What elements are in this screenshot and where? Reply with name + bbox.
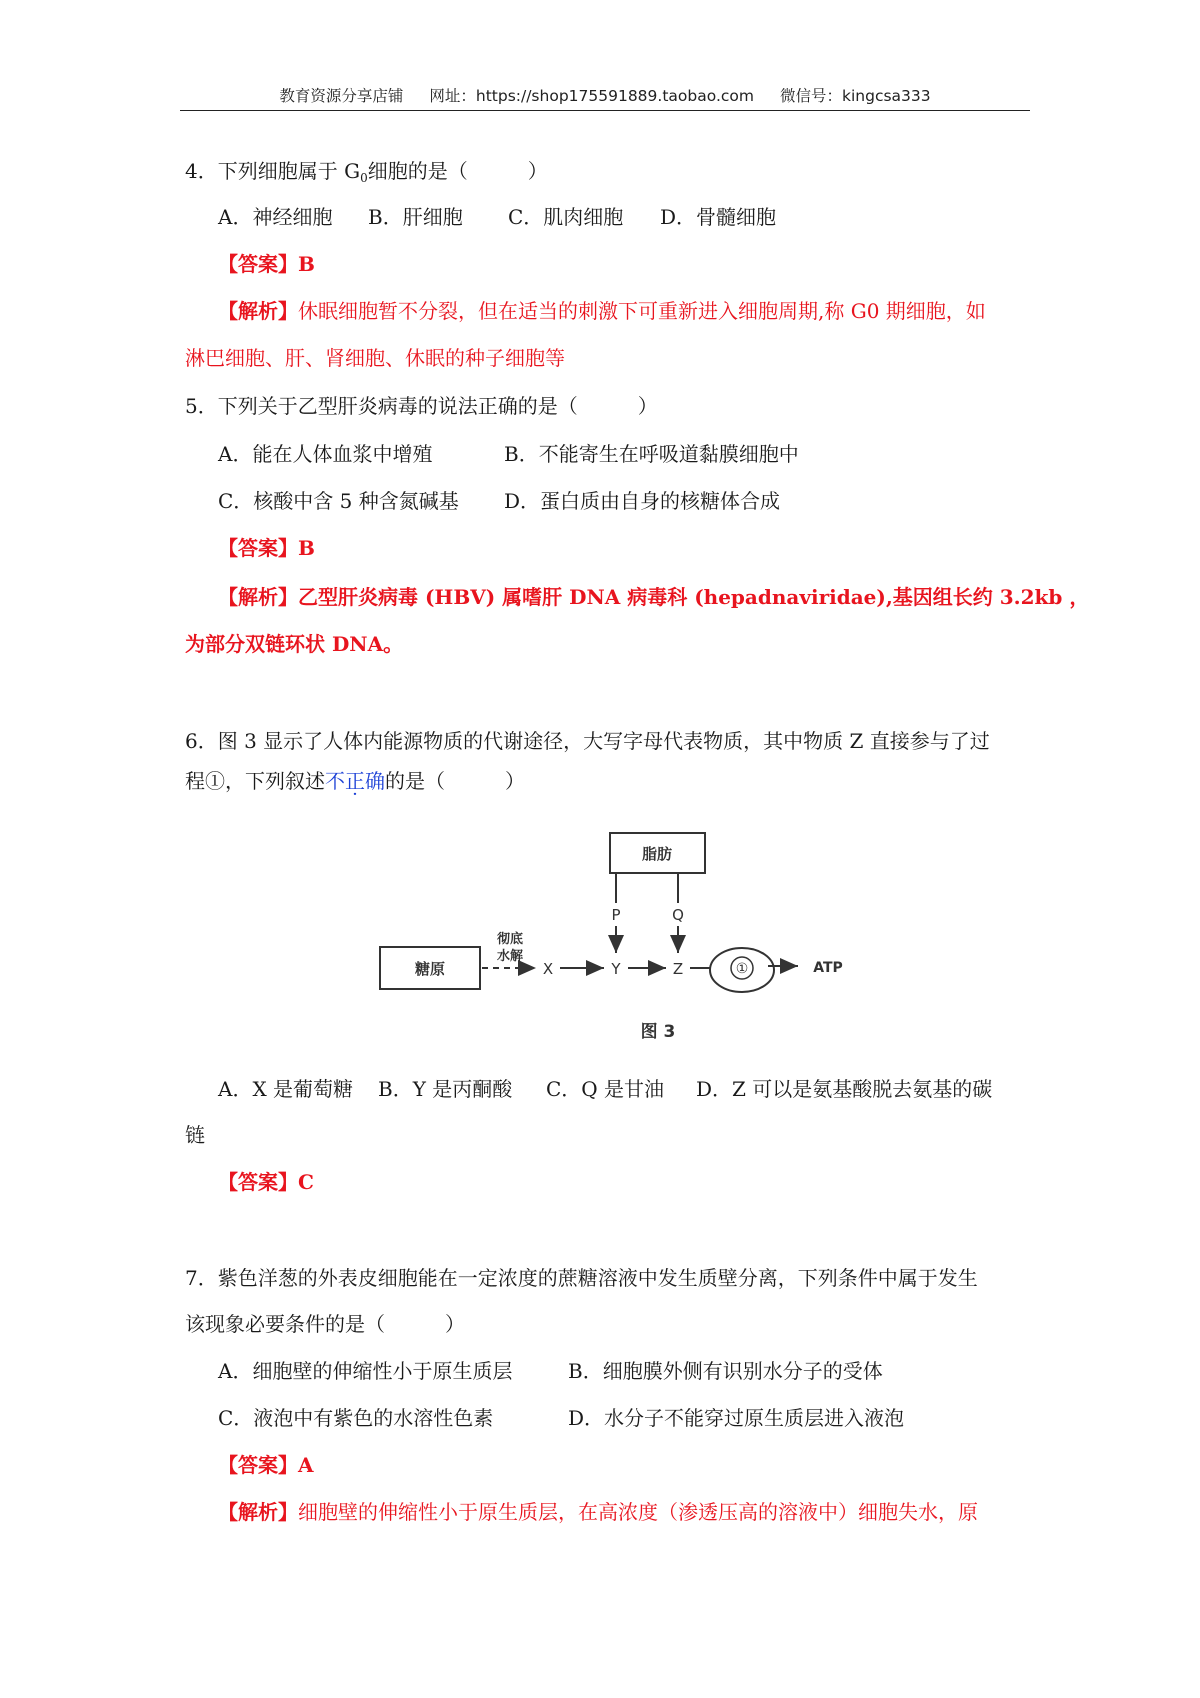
q7-stem-cont: 该现象必要条件的是（ ） bbox=[185, 1312, 465, 1336]
q4-option-a: A．神经细胞 bbox=[218, 205, 333, 229]
metabolism-diagram bbox=[370, 825, 850, 1050]
wechat-id: kingcsa333 bbox=[842, 87, 931, 105]
q4-stem: 4．下列细胞属于 $G_0$细胞的是（ ） bbox=[185, 159, 548, 185]
q7-option-a: A．细胞壁的伸缩性小于原生质层 bbox=[218, 1359, 513, 1383]
node-y: Y bbox=[611, 960, 621, 978]
q7-options-row2 bbox=[218, 1404, 904, 1432]
node-q: Q bbox=[672, 906, 684, 924]
glycogen-label: 糖原 bbox=[414, 960, 446, 978]
q4-option-d: D．骨髓细胞 bbox=[660, 205, 777, 229]
q4-options bbox=[218, 203, 776, 231]
q4-analysis: 【解析】休眠细胞暂不分裂，但在适当的刺激下可重新进入细胞周期,称 G0 期细胞，如 bbox=[218, 299, 986, 323]
q7-answer: 【答案】A bbox=[218, 1453, 314, 1477]
node-x: X bbox=[542, 960, 554, 978]
fat-label: 脂肪 bbox=[641, 845, 673, 863]
url-label: 网址： bbox=[429, 87, 476, 105]
q4-analysis-cont: 淋巴细胞、肝、肾细胞、休眠的种子细胞等 bbox=[185, 346, 565, 370]
q4-answer: 【答案】B bbox=[218, 252, 315, 276]
atp-label: ATP bbox=[813, 960, 843, 976]
q6-option-c: C．Q 是甘油 bbox=[546, 1077, 665, 1101]
hydrolysis-label-2: 水解 bbox=[496, 949, 524, 964]
q5-option-b: B．不能寄生在呼吸道黏膜细胞中 bbox=[504, 442, 799, 466]
q5-stem: 5．下列关于乙型肝炎病毒的说法正确的是（ ） bbox=[185, 394, 658, 418]
q7-stem: 7．紫色洋葱的外表皮细胞能在一定浓度的蔗糖溶液中发生质壁分离，下列条件中属于发生 bbox=[185, 1266, 978, 1290]
q5-option-a: A．能在人体血浆中增殖 bbox=[218, 442, 433, 466]
wechat-label: 微信号： bbox=[779, 87, 842, 105]
q7-analysis: 【解析】细胞壁的伸缩性小于原生质层，在高浓度（渗透压高的溶液中）细胞失水，原 bbox=[218, 1500, 978, 1524]
q4-option-c: C．肌肉细胞 bbox=[508, 205, 624, 229]
q5-option-d: D．蛋白质由自身的核糖体合成 bbox=[504, 489, 781, 513]
q5-analysis: 【解析】乙型肝炎病毒 (HBV) 属嗜肝 DNA 病毒科 (hepadnaviridae),基因组长约 3.2kb ， bbox=[218, 585, 1090, 609]
shop-name: 教育资源分享店铺 bbox=[279, 87, 404, 105]
q5-options-row2 bbox=[218, 487, 780, 515]
emphasis-not-correct: 不正确 bbox=[325, 769, 385, 793]
q4-option-b: B．肝细胞 bbox=[368, 205, 463, 229]
q7-option-d: D．水分子不能穿过原生质层进入液泡 bbox=[568, 1406, 905, 1430]
q7-options-row1 bbox=[218, 1357, 883, 1385]
cycle-label: ① bbox=[735, 961, 749, 977]
q6-option-d: D．Z 可以是氨基酸脱去氨基的碳 bbox=[696, 1077, 993, 1101]
q6-stem-cont: 程①，下列叙述不正确的是（ ） bbox=[185, 769, 525, 793]
q5-analysis-cont: 为部分双链环状 DNA。 bbox=[185, 632, 404, 656]
q6-options bbox=[218, 1075, 992, 1103]
q7-option-c: C．液泡中有紫色的水溶性色素 bbox=[218, 1406, 494, 1430]
node-p: P bbox=[611, 906, 621, 924]
q6-stem: 6．图 3 显示了人体内能源物质的代谢途径，大写字母代表物质，其中物质 Z 直接参与了过 bbox=[185, 729, 990, 753]
q6-option-b: B．Y 是丙酮酸 bbox=[378, 1077, 513, 1101]
page-header bbox=[180, 84, 1030, 106]
q7-option-b: B．细胞膜外侧有识别水分子的受体 bbox=[568, 1359, 883, 1383]
q6-option-d-wrap: 链 bbox=[185, 1123, 205, 1147]
q5-option-c: C．核酸中含 5 种含氮碱基 bbox=[218, 489, 459, 513]
header-rule bbox=[180, 110, 1030, 111]
q6-answer: 【答案】C bbox=[218, 1170, 314, 1194]
q5-answer: 【答案】B bbox=[218, 536, 315, 560]
node-z: Z bbox=[672, 960, 684, 978]
figure-caption: 图 3 bbox=[640, 1022, 676, 1042]
q6-option-a: A．X 是葡萄糖 bbox=[218, 1077, 354, 1101]
hydrolysis-label-1: 彻底 bbox=[496, 932, 524, 947]
shop-url[interactable]: https://shop175591889.taobao.com bbox=[475, 87, 754, 105]
q5-options-row1 bbox=[218, 440, 799, 468]
